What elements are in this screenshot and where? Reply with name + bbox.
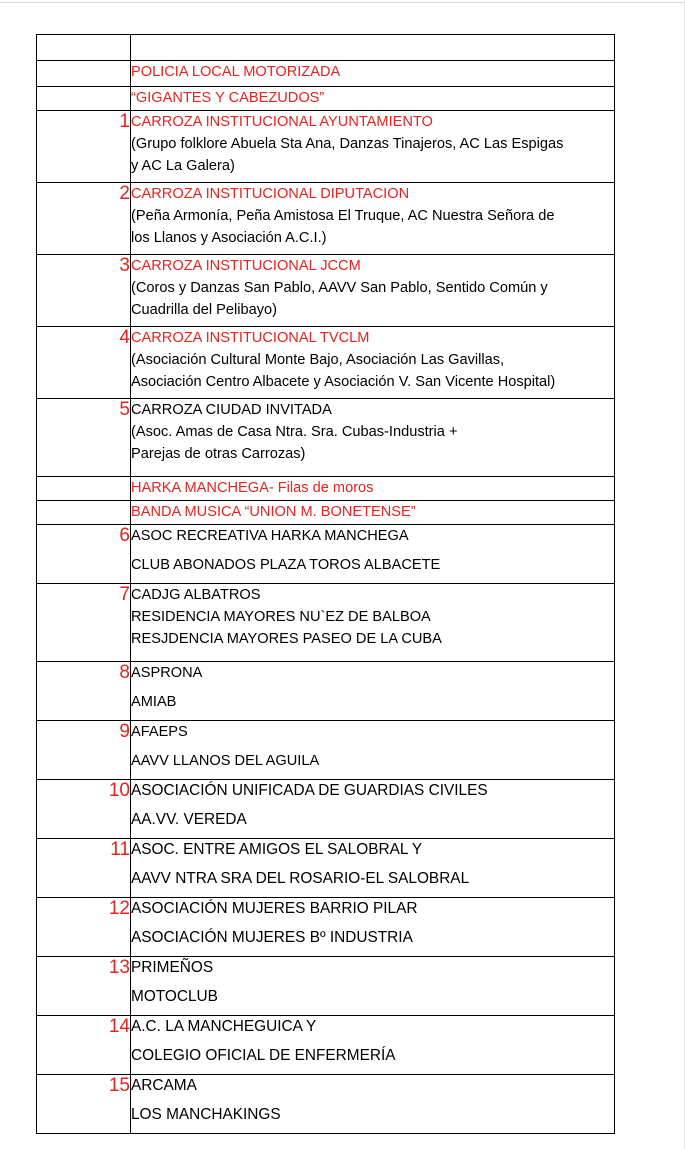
table-row [37,327,615,399]
row-entry [131,501,615,525]
table-row [37,399,615,477]
line-spacer [131,547,614,554]
row-number: 8 [37,662,131,721]
line-spacer [131,684,614,691]
entry-line: los Llanos y Asociación A.C.I.) [131,230,327,246]
row-number: 7 [37,584,131,662]
row-number [37,61,131,87]
table-row [37,780,615,839]
table-row [37,87,615,111]
line-spacer [131,802,614,809]
highlighted-entry-line: POLICIA LOCAL MOTORIZADA [131,64,341,80]
row-number: 15 [37,1075,131,1134]
entry-line: AMIAB [131,694,177,710]
entry-line: CLUB ABONADOS PLAZA TOROS ALBACETE [131,557,441,573]
table-row [37,1075,615,1134]
entry-line: ARCAMA [131,1077,197,1094]
entry-line: RESJDENCIA MAYORES PASEO DE LA CUBA [131,631,442,647]
row-number: 4 [37,327,131,399]
row-number: 11 [37,839,131,898]
entry-line: COLEGIO OFICIAL DE ENFERMERÍA [131,1047,396,1064]
entry-line: Cuadrilla del Pelibayo) [131,302,278,318]
table-row [37,898,615,957]
highlighted-entry-line: “GIGANTES Y CABEZUDOS” [131,90,325,106]
entry-line: (Peña Armonía, Peña Amistosa El Truque, AC Nuestra Señora de [131,208,555,224]
row-number: 1 [37,111,131,183]
row-entry [131,1075,615,1134]
row-entry [131,957,615,1016]
row-entry [131,780,615,839]
entry-line: RESIDENCIA MAYORES NU`EZ DE BALBOA [131,609,431,625]
row-entry [131,61,615,87]
table-row [37,721,615,780]
line-spacer [131,1038,614,1045]
row-number: 6 [37,525,131,584]
row-entry [131,525,615,584]
entry-line: ASOC. ENTRE AMIGOS EL SALOBRAL Y [131,841,423,858]
entry-line: PRIMEÑOS [131,959,214,976]
line-spacer [131,979,614,986]
row-entry [131,839,615,898]
row-number [37,87,131,111]
entry-line: CADJG ALBATROS [131,587,261,603]
row-number: 14 [37,1016,131,1075]
table-row [37,501,615,525]
row-entry [131,255,615,327]
line-spacer [131,743,614,750]
entry-line: (Grupo folklore Abuela Sta Ana, Danzas Tinajeros, AC Las Espigas [131,136,564,152]
entry-line: ASOCIACIÓN MUJERES BARRIO PILAR [131,900,418,917]
table-row [37,839,615,898]
row-entry [131,327,615,399]
table-row [37,584,615,662]
entry-line: AAVV NTRA SRA DEL ROSARIO-EL SALOBRAL [131,870,470,887]
table-row [37,477,615,501]
row-entry [131,898,615,957]
entry-line: A.C. LA MANCHEGUICA Y [131,1018,317,1035]
row-entry [131,721,615,780]
highlighted-entry-line: CARROZA INSTITUCIONAL JCCM [131,258,361,274]
entry-line: Parejas de otras Carrozas) [131,446,306,462]
row-entry [131,1016,615,1075]
entry-line: AA.VV. VEREDA [131,811,247,828]
table-row [37,255,615,327]
row-number [37,35,131,61]
row-entry [131,662,615,721]
entry-line: (Asociación Cultural Monte Bajo, Asociación Las Gavillas, [131,352,505,368]
entry-line: AAVV LLANOS DEL AGUILA [131,753,320,769]
row-number: 3 [37,255,131,327]
entry-line: ASOCIACIÓN UNIFICADA DE GUARDIAS CIVILES [131,782,488,799]
table-row [37,111,615,183]
table-row [37,525,615,584]
row-number: 13 [37,957,131,1016]
row-entry [131,35,615,61]
highlighted-entry-line: CARROZA INSTITUCIONAL DIPUTACION [131,186,410,202]
parade-order-table [36,34,615,1134]
entry-line: LOS MANCHAKINGS [131,1106,281,1123]
row-entry [131,584,615,662]
entry-line: (Coros y Danzas San Pablo, AAVV San Pablo, Sentido Común y [131,280,548,296]
entry-line: CARROZA CIUDAD INVITADA [131,402,332,418]
highlighted-entry-line: CARROZA INSTITUCIONAL TVCLM [131,330,370,346]
row-number: 2 [37,183,131,255]
table-row [37,1016,615,1075]
table-row [37,61,615,87]
line-spacer [131,920,614,927]
entry-line: Asociación Centro Albacete y Asociación V. San Vicente Hospital) [131,374,556,390]
row-entry [131,111,615,183]
entry-line: ASOCIACIÓN MUJERES Bº INDUSTRIA [131,929,413,946]
row-number: 5 [37,399,131,477]
row-number: 10 [37,780,131,839]
entry-line: (Asoc. Amas de Casa Ntra. Sra. Cubas-Industria + [131,424,458,440]
highlighted-entry-line: BANDA MUSICA “UNION M. BONETENSE” [131,504,416,520]
table-row [37,957,615,1016]
entry-line: AFAEPS [131,724,188,740]
line-spacer [131,1097,614,1104]
row-entry [131,87,615,111]
row-number: 12 [37,898,131,957]
entry-line: y AC La Galera) [131,158,235,174]
table-row [37,35,615,61]
row-number [37,477,131,501]
entry-line: ASPRONA [131,665,203,681]
line-spacer [131,861,614,868]
row-entry [131,183,615,255]
row-entry [131,477,615,501]
table-row [37,183,615,255]
row-number [37,501,131,525]
row-entry [131,399,615,477]
page-top-rule [0,2,685,3]
table-row [37,662,615,721]
table-body [37,35,615,1134]
entry-line: MOTOCLUB [131,988,218,1005]
highlighted-entry-line: HARKA MANCHEGA- Filas de moros [131,480,374,496]
entry-line: ASOC RECREATIVA HARKA MANCHEGA [131,528,409,544]
row-number: 9 [37,721,131,780]
highlighted-entry-line: CARROZA INSTITUCIONAL AYUNTAMIENTO [131,114,433,130]
